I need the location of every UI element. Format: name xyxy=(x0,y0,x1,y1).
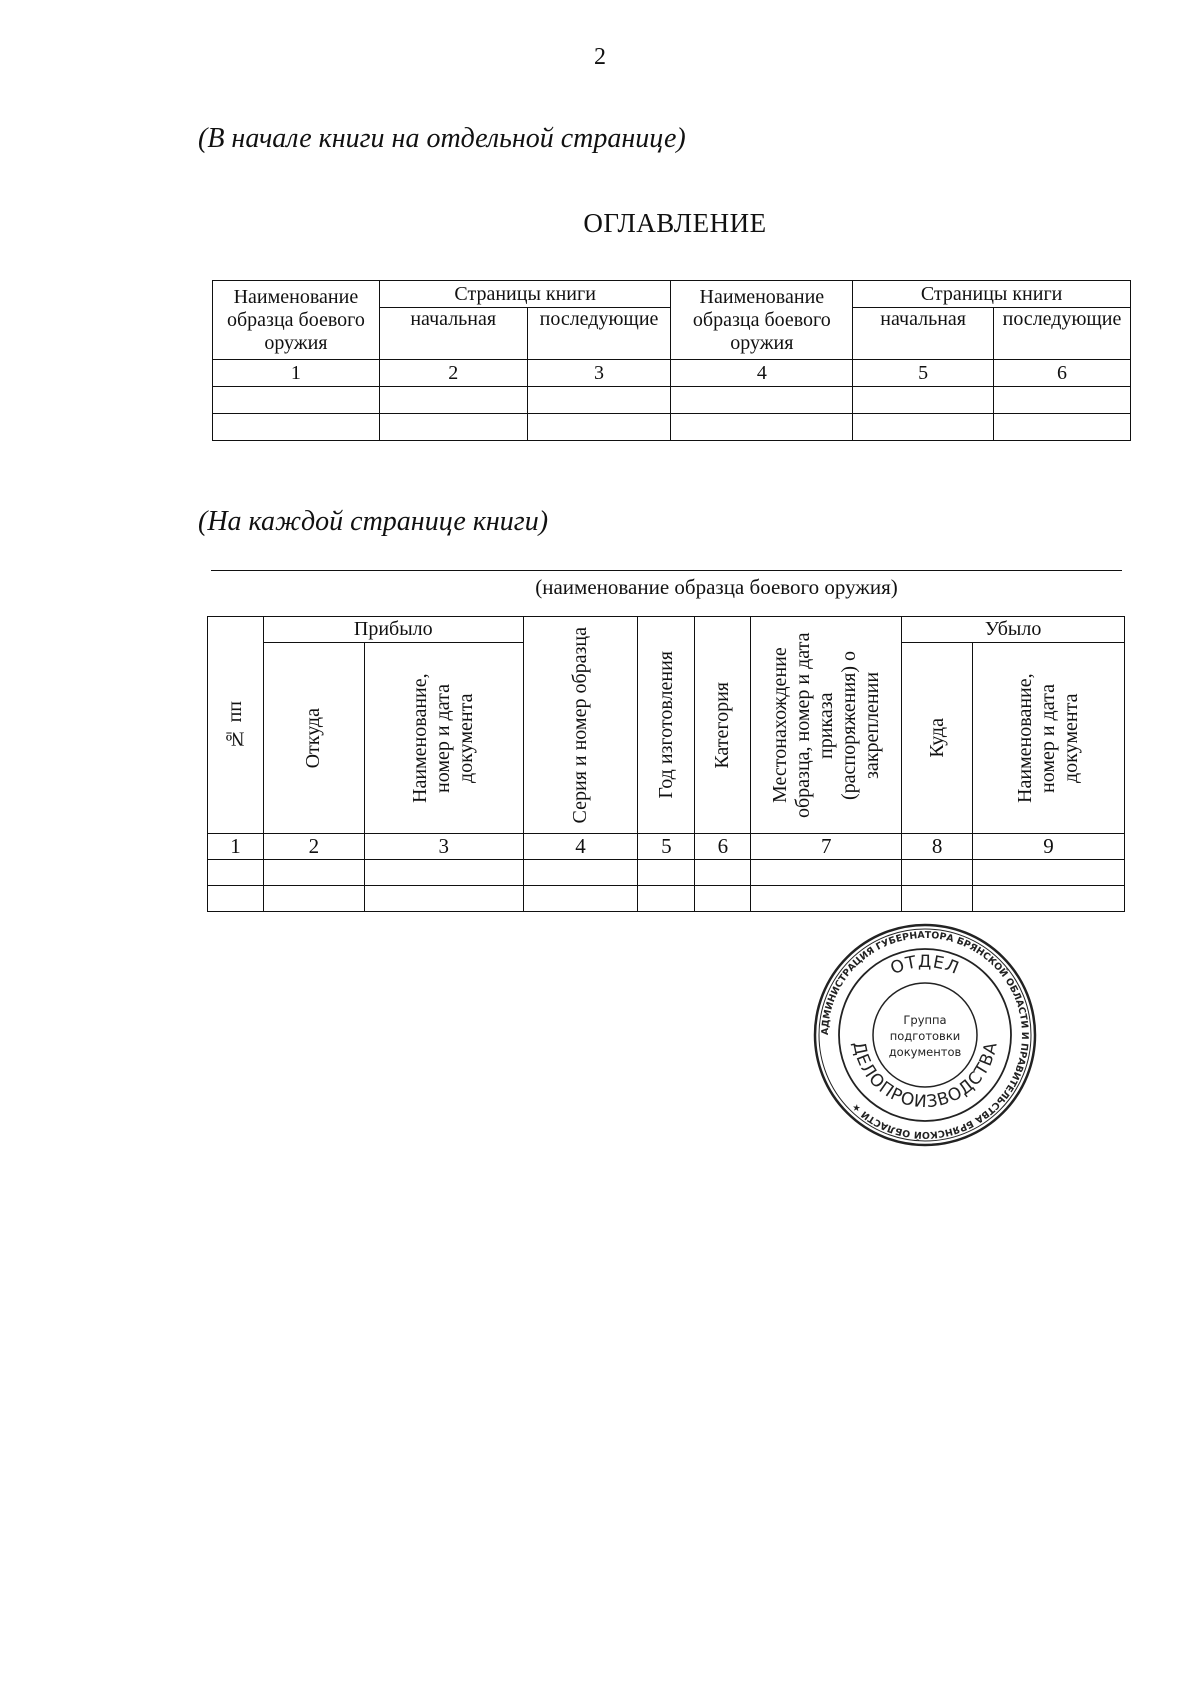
register-header-category: Категория xyxy=(695,617,751,834)
toc-header-following-1: последующие xyxy=(527,308,671,360)
toc-blank-row xyxy=(213,387,1131,414)
toc-header-following-2: последующие xyxy=(994,308,1131,360)
register-header-arrived: Прибыло xyxy=(263,617,523,643)
register-header-doc: Наименование, номер и дата документа xyxy=(364,643,523,834)
register-table xyxy=(207,616,1125,912)
weapon-name-line xyxy=(211,570,1122,571)
page-number: 2 xyxy=(594,44,606,70)
register-colnum: 4 xyxy=(523,834,638,860)
register-blank-row xyxy=(208,860,1125,886)
toc-header-start-1: начальная xyxy=(379,308,527,360)
toc-header-start-2: начальная xyxy=(853,308,994,360)
register-colnum: 8 xyxy=(902,834,973,860)
toc-header-name-2: Наименование образца боевого оружия xyxy=(671,281,853,360)
toc-header-name-1: Наименование образца боевого оружия xyxy=(213,281,380,360)
register-colnum: 2 xyxy=(263,834,364,860)
register-header-doc-2: Наименование, номер и дата документа xyxy=(973,643,1125,834)
register-header-num: № пп xyxy=(208,617,264,834)
register-header-year: Год изготовления xyxy=(638,617,695,834)
register-colnum: 1 xyxy=(208,834,264,860)
register-colnum: 7 xyxy=(751,834,902,860)
register-header-departed: Убыло xyxy=(902,617,1125,643)
svg-text:документов: документов xyxy=(888,1045,962,1059)
placement-note-top: (В начале книги на отдельной странице) xyxy=(198,123,686,154)
toc-colnum: 2 xyxy=(379,360,527,387)
register-colnum: 5 xyxy=(638,834,695,860)
toc-colnum: 1 xyxy=(213,360,380,387)
register-header-to: Куда xyxy=(902,643,973,834)
register-header-series: Серия и номер образца xyxy=(523,617,638,834)
svg-text:АДМИНИСТРАЦИЯ ГУБЕРНАТОРА БРЯН: АДМИНИСТРАЦИЯ ГУБЕРНАТОРА БРЯНСКОЙ ОБЛАСТИ И ПРАВИТЕЛЬСТВА БРЯНСКОЙ ОБЛАСТИ ★ xyxy=(819,929,1031,1141)
weapon-name-caption: (наименование образца боевого оружия) xyxy=(535,575,898,599)
official-seal xyxy=(810,920,1040,1150)
register-header-from: Откуда xyxy=(263,643,364,834)
toc-colnum: 6 xyxy=(994,360,1131,387)
toc-colnum: 5 xyxy=(853,360,994,387)
svg-text:подготовки: подготовки xyxy=(889,1029,961,1043)
register-colnum: 6 xyxy=(695,834,751,860)
toc-header-pages-2: Страницы книги xyxy=(853,281,1131,308)
register-blank-row xyxy=(208,886,1125,912)
svg-text:ДЕЛОПРОИЗВОДСТВА: ДЕЛОПРОИЗВОДСТВА xyxy=(848,1039,1002,1113)
toc-header-pages-1: Страницы книги xyxy=(379,281,671,308)
toc-title: ОГЛАВЛЕНИЕ xyxy=(583,208,767,238)
register-colnum: 3 xyxy=(364,834,523,860)
register-colnum: 9 xyxy=(973,834,1125,860)
placement-note-each-page: (На каждой странице книги) xyxy=(198,506,549,537)
register-header-location: Местонахождение образца, номер и дата приказа (распоряжения) о закреплении xyxy=(751,617,902,834)
toc-colnum: 3 xyxy=(527,360,671,387)
svg-text:ОТДЕЛ: ОТДЕЛ xyxy=(887,951,963,980)
toc-blank-row xyxy=(213,414,1131,441)
svg-text:Группа: Группа xyxy=(903,1013,947,1027)
toc-table xyxy=(212,280,1131,441)
toc-colnum: 4 xyxy=(671,360,853,387)
